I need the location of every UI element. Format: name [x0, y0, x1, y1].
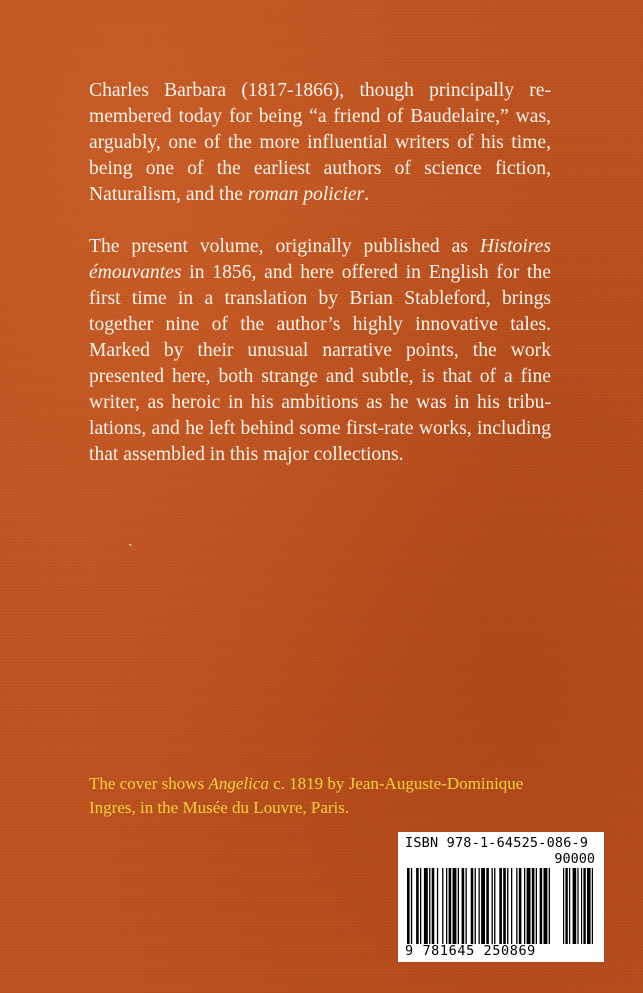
barcode-bar [540, 868, 543, 944]
barcode-bar [503, 868, 506, 944]
barcode-addon-bar [581, 868, 582, 944]
blurb-p1-italic: roman policier [247, 184, 365, 205]
barcode-bar [494, 868, 495, 944]
barcode-bar [527, 868, 531, 944]
barcode-bar [466, 868, 467, 944]
credit-text-b: c. 1819 by Jean-Auguste-Dominique Ingres, in the Musée du Louvre, Paris. [89, 774, 524, 817]
barcode-bar [544, 868, 548, 944]
barcode-bar [519, 868, 522, 944]
barcode-bar [420, 868, 421, 944]
barcode-addon-bar [592, 868, 593, 944]
barcode-bar [536, 868, 537, 944]
barcode-bar [416, 868, 419, 944]
barcode-digits: 9 781645 250869 [405, 943, 536, 959]
barcode-bar [446, 868, 447, 944]
credit-italic: Angelica [208, 774, 269, 793]
barcode-bar [407, 868, 410, 944]
barcode-addon-bar [565, 868, 567, 944]
barcode-bar [462, 868, 465, 944]
barcode-bar [411, 868, 412, 944]
barcode-icon [405, 868, 597, 944]
cover-credit [89, 772, 551, 820]
barcode-bar [424, 868, 428, 944]
barcode-bar [432, 868, 435, 944]
barcode-bar [486, 868, 489, 944]
barcode-addon-bar [563, 868, 564, 944]
barcode-addon-bar [587, 868, 591, 944]
price-code: 90000 [554, 851, 595, 867]
barcode-bar [442, 868, 443, 944]
credit-text-a: The cover shows [89, 774, 209, 793]
blurb-p2-text-b: in 1856, and here offered in English for the first time in a translation by Brian Stableford, brings together nine of the author’s highly innovative tales. Marked by their unusual narrative points, the work presented here, both strange and subtle, is that of a fine writer, as heroic in his ambitions as he was in his tribulations, and he left behind some first-rate works, including that assembled in this major collections. [89, 262, 551, 465]
blurb-paragraph-2 [89, 234, 551, 468]
barcode-bar [475, 868, 476, 944]
barcode-bar [549, 868, 550, 944]
blurb-p1-text-a: Charles Barbara (1817-1866), though principally remembered today for being “a friend of Baudelaire,” was, arguably, one of the more influential writers of his time, being one of the earliest authors of science fiction, Naturalism, and the [89, 80, 551, 205]
barcode-addon-bar [583, 868, 585, 944]
blurb-p2-text-a: The present volume, originally published as [89, 236, 480, 257]
barcode-bar [479, 868, 480, 944]
barcode-bar [481, 868, 485, 944]
barcode-bar [471, 868, 474, 944]
barcode-bar [429, 868, 430, 944]
barcode-addon-bar [577, 868, 578, 944]
isbn-barcode-box [398, 832, 604, 962]
barcode-bar [511, 868, 512, 944]
back-cover-blurb [89, 78, 551, 494]
isbn-label: ISBN 978-1-64525-086-9 [405, 835, 589, 851]
barcode-bar [449, 868, 452, 944]
blurb-p2-italic: Histoires émouvantes [89, 236, 551, 283]
barcode-addon-bar [569, 868, 570, 944]
barcode-bar [516, 868, 517, 944]
stray-mark: ˎ [128, 532, 133, 547]
blurb-p1-text-b: . [364, 184, 370, 205]
barcode-bar [453, 868, 457, 944]
barcode-bar [532, 868, 535, 944]
barcode-addon-bar [573, 868, 577, 944]
barcode-bar [437, 868, 438, 944]
barcode-bar [458, 868, 459, 944]
barcode-bar [524, 868, 525, 944]
blurb-paragraph-1 [89, 78, 551, 208]
barcode-bar [507, 868, 508, 944]
barcode-bar [499, 868, 502, 944]
barcode-bar [492, 868, 493, 944]
